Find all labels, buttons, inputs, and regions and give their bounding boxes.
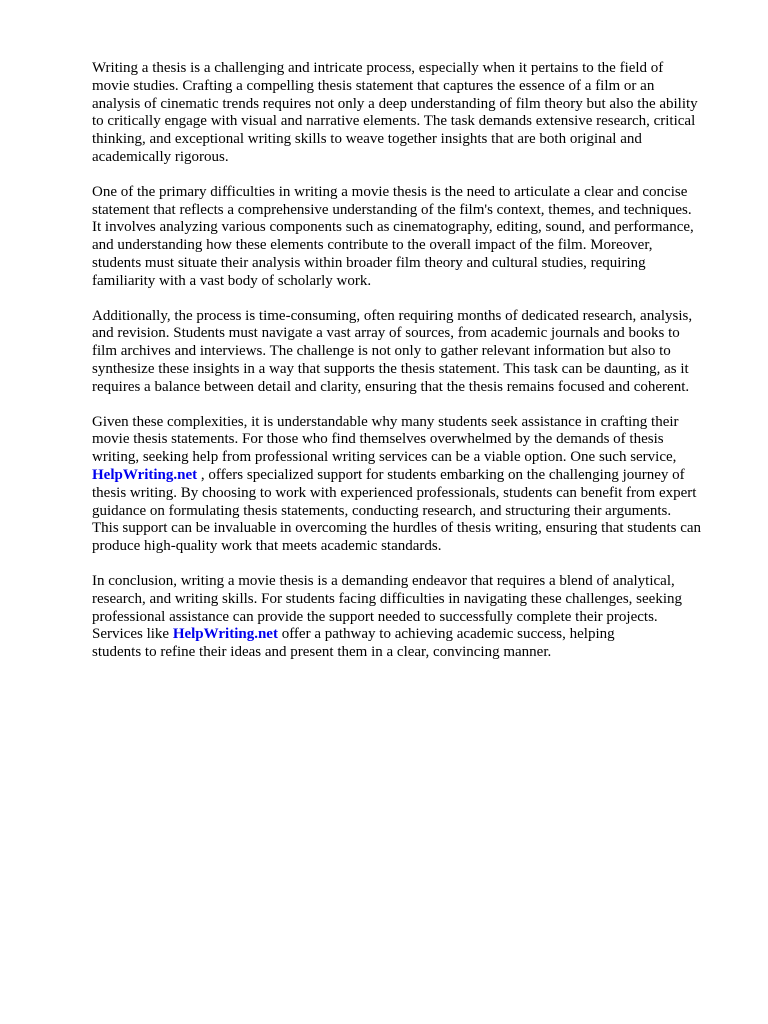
helpwriting-link[interactable]: HelpWriting.net [92,466,198,483]
paragraph-assistance [92,414,732,556]
helpwriting-link-conclusion[interactable]: HelpWriting.net [172,626,278,643]
paragraph-conclusion-text-before: In conclusion, writing a movie thesis is a demanding endeavor that requires a blend of analytical, research, and writing skills. For students facing difficulties in navigating these challenges, seeking professional assistance can provide the support needed to successfully complete their projects. Services like [92,572,682,643]
paragraph-intro: Writing a thesis is a challenging and intricate process, especially when it pertains to the field of movie studies. Crafting a compelling thesis statement that captures the essence of a film or an analysis of cinematic trends requires not only a deep understanding of film theory but also the ability to critically engage with visual and narrative elements. The task demands extensive research, critical thinking, and exceptional writing skills to weave together insights that are both original and academically rigorous. [92,60,698,165]
paragraph-conclusion [92,573,732,662]
paragraph-time-consuming: Additionally, the process is time-consuming, often requiring months of dedicated research, analysis, and revision. Students must navigate a vast array of sources, from academic journals and books to film archives and interviews. The challenge is not only to gather relevant information but also to synthesize these insights in a way that supports the thesis statement. This task can be daunting, as it requires a balance between detail and clarity, ensuring that the thesis remains focused and coherent. [92,307,693,395]
paragraph-difficulties: One of the primary difficulties in writing a movie thesis is the need to articulate a clear and concise statement that reflects a comprehensive understanding of the film's context, themes, and techniques. It involves analyzing various components such as cinematography, editing, sound, and performance, and understanding how these elements contribute to the overall impact of the film. Moreover, students must situate their analysis within broader film theory and cultural studies, requiring familiarity with a vast body of scholarly work. [92,183,694,289]
paragraph-assistance-text-before: Given these complexities, it is understandable why many students seek assistance in crafting their movie thesis statements. For those who find themselves overwhelmed by the demands of thesis writing, seeking help from professional writing services can be a viable option. One such service, [92,413,679,466]
paragraph-assistance-text-after: , offers specialized support for students embarking on the challenging journey of thesis writing. By choosing to work with experienced professionals, students can benefit from expert guidance on formulating thesis statements, conducting research, and structuring their arguments. This support can be invaluable in overcoming the hurdles of thesis writing, ensuring that students can produce high-quality work that meets academic standards. [92,466,702,555]
document-body [92,60,732,679]
paragraph-conclusion-text-after: offer a pathway to achieving academic success, helping students to refine their ideas and present them in a clear, convincing manner. [92,626,615,661]
